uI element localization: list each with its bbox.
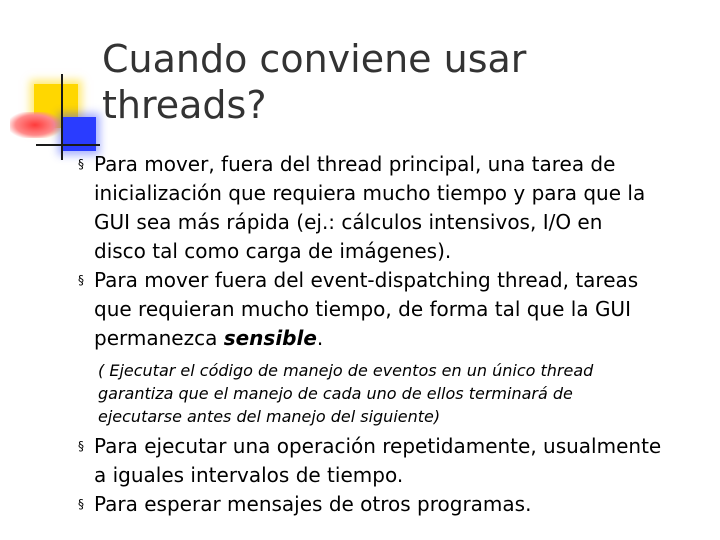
- bullet-line: a iguales intervalos de tiempo.: [94, 463, 404, 487]
- bullet-marker-icon: §: [78, 273, 84, 287]
- bullet-item: [78, 432, 708, 490]
- title-line: Cuando conviene usar: [102, 37, 527, 81]
- bullet-item: [78, 150, 708, 266]
- bullet-line: GUI sea más rápida (ej.: cálculos intensivos, I/O en: [94, 210, 603, 234]
- bullet-marker-icon: §: [78, 157, 84, 171]
- bullet-line: Para ejecutar una operación repetidamente, usualmente: [94, 434, 662, 458]
- bullet-marker-icon: §: [78, 497, 84, 511]
- horizontal-line-decoration: [36, 144, 100, 146]
- vertical-line-decoration: [61, 74, 63, 160]
- bullet-text-prefix: permanezca: [94, 326, 224, 350]
- bullet-line: Para mover, fuera del thread principal, una tarea de: [94, 152, 616, 176]
- italic-note: [78, 359, 708, 428]
- bullet-item: [78, 266, 708, 353]
- bullet-item: [78, 490, 708, 519]
- title-line: threads?: [102, 83, 267, 127]
- bullet-line: inicialización que requiera mucho tiempo y para que la: [94, 181, 646, 205]
- bullet-line: Para esperar mensajes de otros programas.: [94, 492, 532, 516]
- bullet-line: Para mover fuera del event-dispatching thread, tareas: [94, 268, 639, 292]
- decorative-corner-graphic: [0, 0, 110, 170]
- slide-body: [78, 150, 708, 519]
- slide-title: [102, 36, 702, 128]
- bullet-text-suffix: .: [316, 326, 324, 350]
- emphasized-word: sensible: [223, 326, 317, 350]
- note-line: ejecutarse antes del manejo del siguiente): [98, 407, 441, 426]
- red-glow-decoration: [10, 112, 60, 138]
- bullet-line: disco tal como carga de imágenes).: [94, 239, 452, 263]
- bullet-line: [94, 324, 708, 353]
- bullet-line: que requieran mucho tiempo, de forma tal que la GUI: [94, 297, 631, 321]
- note-line: garantiza que el manejo de cada uno de ellos terminará de: [98, 384, 573, 403]
- bullet-marker-icon: §: [78, 439, 84, 453]
- note-line: ( Ejecutar el código de manejo de eventos en un único thread: [98, 361, 594, 380]
